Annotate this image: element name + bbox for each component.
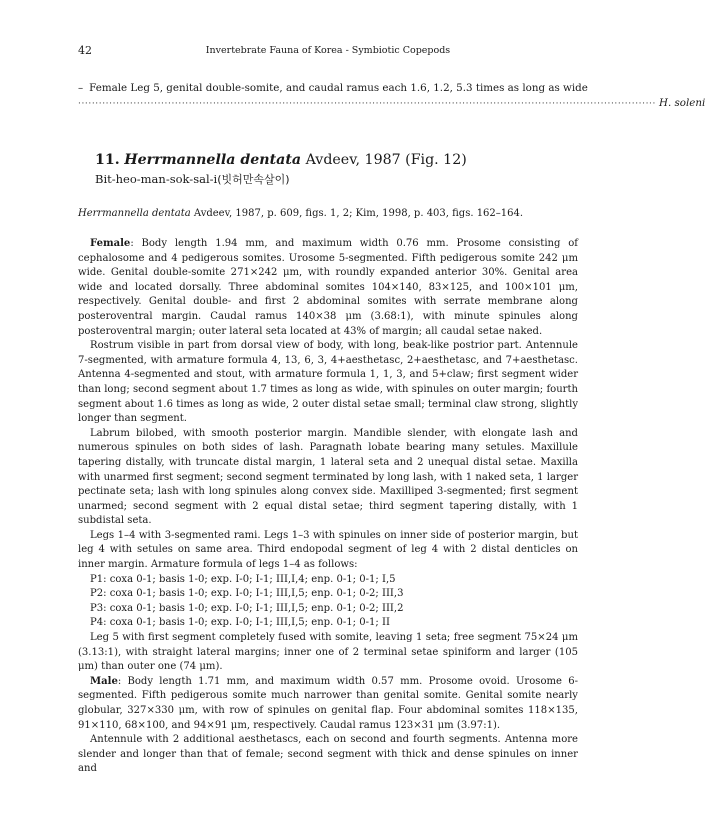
page-number: 42 xyxy=(78,44,92,57)
male-label: Male xyxy=(90,675,118,687)
key-leader-dots: ······································································································································································· xyxy=(78,99,656,109)
male-description: : Body length 1.71 mm, and maximum width 0.57 mm. Prosome ovoid. Urosome 6-segmented. Fifth pedigerous somite much narrower than genital somite. Genital somite nearly globular, 327×330 μm, with row of spinules on genital flap. Four abdominal somites 118×135, 91×110, 68×100, and 94×91 μm, respectively. Caudal ramus 123×31 μm (3.97:1). xyxy=(78,675,578,731)
synonymy xyxy=(78,208,578,219)
legs-paragraph: Legs 1–4 with 3-segmented rami. Legs 1–3 with spinules on inner side of posterior margin, but leg 4 with setules on same area. Third endopodal segment of leg 4 with 2 distal denticles on inner margin. Armature formula of legs 1–4 as follows: xyxy=(78,529,578,571)
korean-hangul-name: (빗허만속살이) xyxy=(217,173,290,186)
leg-formula-p1: P1: coxa 0-1; basis 1-0; exp. I-0; I-1; III,I,4; enp. 0-1; 0-1; I,5 xyxy=(90,573,396,585)
species-author: Avdeev, 1987 (Fig. 12) xyxy=(305,152,467,168)
female-paragraph xyxy=(78,237,578,339)
running-title: Invertebrate Fauna of Korea - Symbiotic Copepods xyxy=(205,45,451,56)
species-heading xyxy=(95,152,575,187)
leg5-paragraph: Leg 5 with first segment completely fused with somite, leaving 1 seta; free segment 75×24 μm (3.13:1), with straight lateral margins; inner one of 2 terminal setae spiniform and larger (105 μm) than outer one (74 μm). xyxy=(78,632,578,673)
key-dash: – xyxy=(78,82,84,94)
species-number: 11. xyxy=(95,152,120,168)
leg-formula-p2: P2: coxa 0-1; basis 1-0; exp. I-0; I-1; III,I,5; enp. 0-1; 0-2; III,3 xyxy=(90,588,404,600)
korean-romanized-name: Bit-heo-man-sok-sal-i xyxy=(95,172,218,186)
species-scientific-name: Herrmannella dentata xyxy=(124,152,302,168)
leg-formula-p3: P3: coxa 0-1; basis 1-0; exp. I-0; I-1; III,I,5; enp. 0-1; 0-2; III,2 xyxy=(90,602,404,614)
synonymy-name: Herrmannella dentata xyxy=(78,208,191,219)
male-antennule-paragraph: Antennule with 2 additional aesthetascs, each on second and fourth segments. Antenna more slender and longer than that of female; second segment with thick and dense spinules on inner and xyxy=(78,734,578,775)
female-description: : Body length 1.94 mm, and maximum width 0.76 mm. Prosome consisting of cephalosome and 4 pedigerous somites. Urosome 5-segmented. Fifth pedigerous somite 242 μm wide. Genital double-somite 271×242 μm, with roundly expanded anterior 30%. Genital area wide and located dorsally. Three abdominal somites 104×140, 83×125, and 100×101 μm, respectively. Genital double- and first 2 abdominal somites with serrate membrane along posteroventral margin. Caudal ramus 140×38 μm (3.68:1), with minute spinules along posteroventral margin; outer lateral seta located at 43% of margin; all caudal setae naked. xyxy=(78,238,578,337)
key-text: Female Leg 5, genital double-somite, and caudal ramus each 1.6, 1.2, 5.3 times as long as wide xyxy=(89,82,588,94)
key-entry xyxy=(78,81,705,112)
labrum-paragraph: Labrum bilobed, with smooth posterior margin. Mandible slender, with elongate lash and numerous spinules on both sides of lash. Paragnath lobate bearing many setules. Maxillule tapering distally, with truncate distal margin, 1 lateral seta and 2 unequal distal setae. Maxilla with unarmed first segment; second segment terminated by long lash, with 1 naked seta, 1 larger pectinate seta; lash with long spinules along convex side. Maxilliped 3-segmented; first segment unarmed; second segment with 2 equal distal setae; third segment tapering distally, with 1 subdistal seta. xyxy=(78,427,578,527)
rostrum-paragraph: Rostrum visible in part from dorsal view of body, with long, beak-like postrior part. Antennule 7-segmented, with armature formula 4, 13, 6, 3, 4+aesthetasc, 2+aesthetasc, and 7+aesthetasc. Antenna 4-segmented and stout, with armature formula 1, 1, 3, and 5+claw; first segment wider than long; second segment about 1.7 times as long as wide, with spinules on outer margin; fourth segment about 1.6 times as long as wide, 2 outer distal setae small; terminal claw strong, slightly longer than segment. xyxy=(78,340,578,425)
leg-formula-p4: P4: coxa 0-1; basis 1-0; exp. I-0; I-1; III,I,5; enp. 0-1; 0-1; II xyxy=(90,617,390,629)
female-label: Female xyxy=(90,238,131,249)
synonymy-references: Avdeev, 1987, p. 609, figs. 1, 2; Kim, 1998, p. 403, figs. 162–164. xyxy=(193,208,524,219)
male-paragraph xyxy=(78,675,578,733)
description-body xyxy=(78,237,578,777)
key-species: H. soleni xyxy=(658,97,705,109)
